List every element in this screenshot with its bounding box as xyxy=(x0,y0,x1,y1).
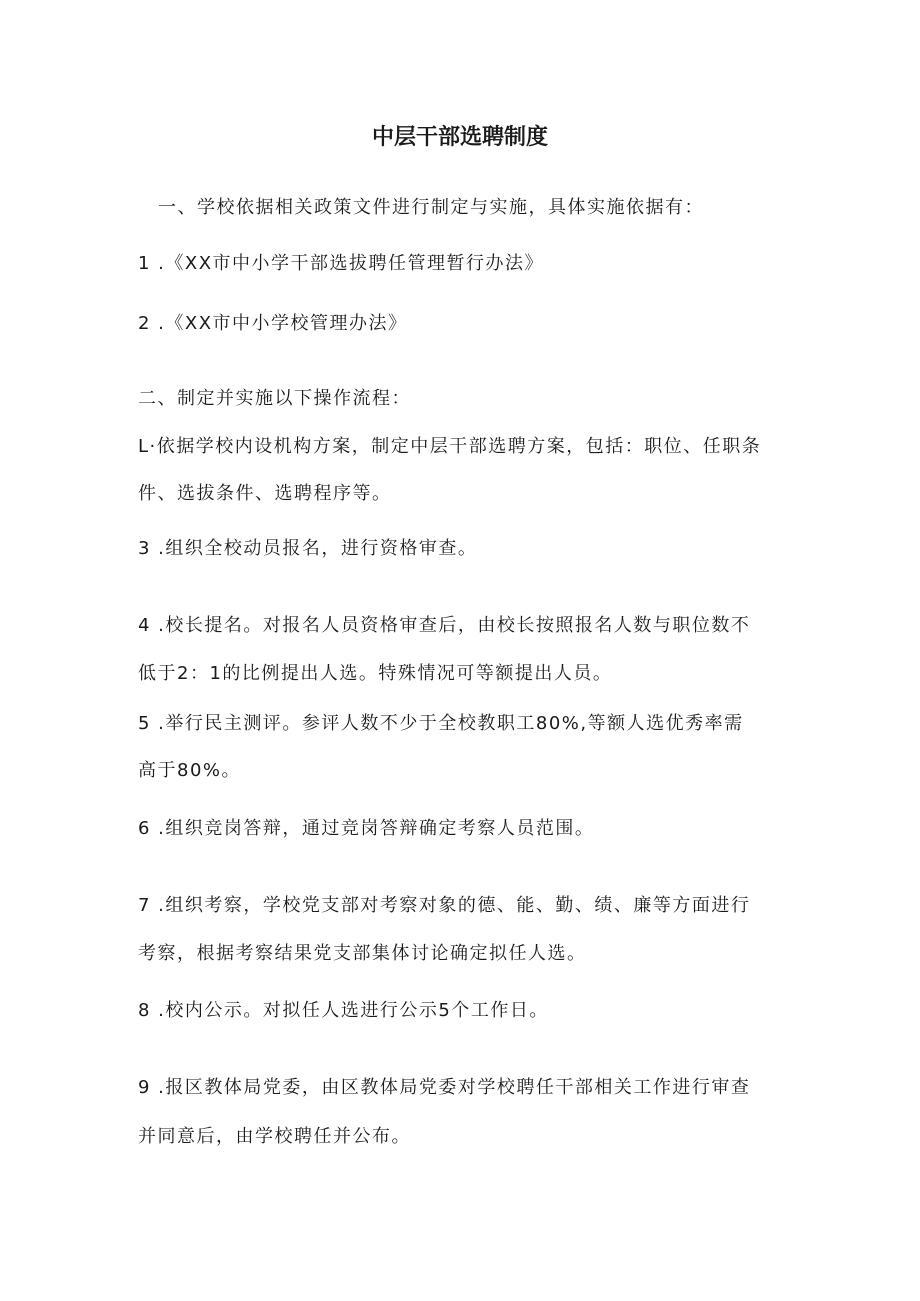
section-heading-1: 一、学校依据相关政策文件进行制定与实施，具体实施依据有： xyxy=(158,197,704,218)
step-1-line-2: 件、选拔条件、选聘程序等。 xyxy=(138,483,392,504)
step-4-line-2: 低于2：1的比例提出人选。特殊情况可等额提出人员。 xyxy=(138,663,613,684)
step-9-line-1: 9 .报区教体局党委，由区教体局党委对学校聘任干部相关工作进行审查 xyxy=(138,1077,751,1098)
step-7-line-2: 考察，根据考察结果党支部集体讨论确定拟任人选。 xyxy=(138,943,587,964)
step-8: 8 .校内公示。对拟任人选进行公示5个工作日。 xyxy=(138,1000,549,1021)
step-7-line-1: 7 .组织考察，学校党支部对考察对象的德、能、勤、绩、廉等方面进行 xyxy=(138,895,751,916)
step-9-line-2: 并同意后，由学校聘任并公布。 xyxy=(138,1126,411,1147)
step-6: 6 .组织竞岗答辩，通过竞岗答辩确定考察人员范围。 xyxy=(138,818,595,839)
step-3: 3 .组织全校动员报名，进行资格审查。 xyxy=(138,538,478,559)
document-title: 中层干部选聘制度 xyxy=(371,125,548,150)
step-5-line-1: 5 .举行民主测评。参评人数不少于全校教职工80%,等额人选优秀率需 xyxy=(138,713,744,734)
step-1-line-1: L·依据学校内设机构方案，制定中层干部选聘方案，包括：职位、任职条 xyxy=(138,436,762,457)
step-5-line-2: 高于80%。 xyxy=(138,760,242,781)
step-4-line-1: 4 .校长提名。对报名人员资格审查后，由校长按照报名人数与职位数不 xyxy=(138,615,751,636)
section-heading-2: 二、制定并实施以下操作流程： xyxy=(138,388,411,409)
basis-item-2: 2 .《XX市中小学校管理办法》 xyxy=(138,313,408,334)
basis-item-1: 1 .《XX市中小学干部选拔聘任管理暂行办法》 xyxy=(138,253,545,274)
